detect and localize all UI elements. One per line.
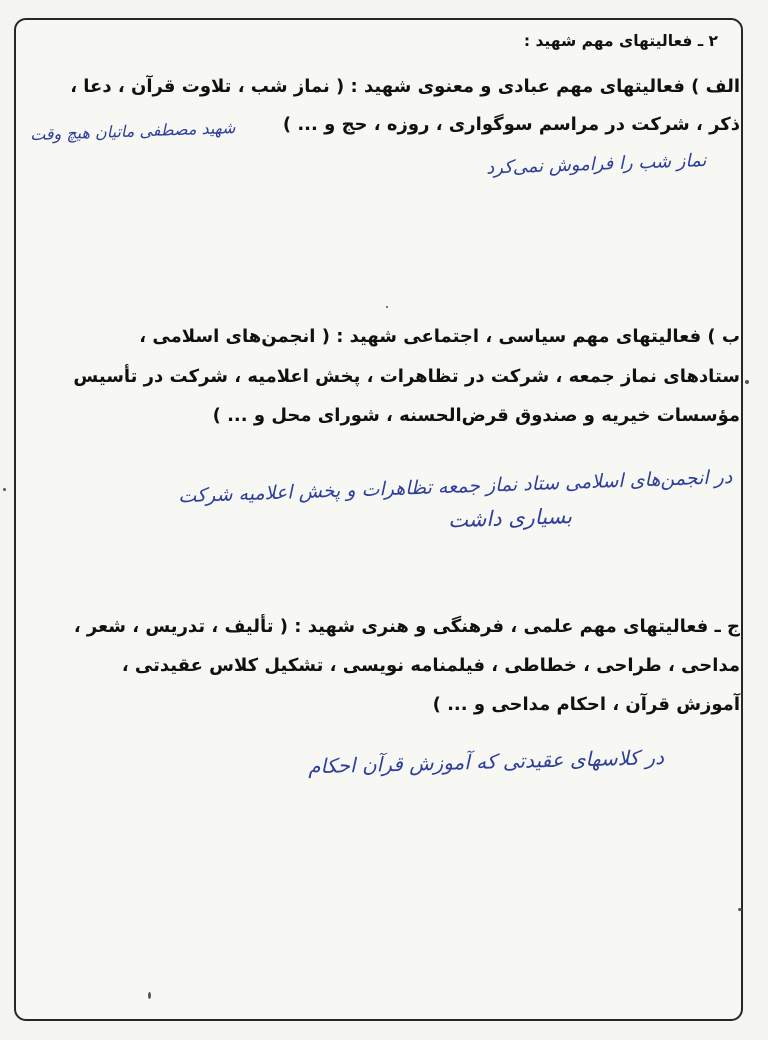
section-c-line-1: ج ـ فعالیتهای مهم علمی ، فرهنگی و هنری شهید : ( تألیف ، تدریس ، شعر ، (73, 616, 740, 637)
section-b-line-3: مؤسسات خیریه و صندوق قرض‌الحسنه ، شورای محل و ... ) (212, 405, 740, 426)
section-a-handwritten-answer-1: شهید مصطفی ماتیان هیچ وقت (29, 118, 236, 145)
section-b-line-2: ستادهای نماز جمعه ، شرکت در تظاهرات ، پخش اعلامیه ، شرکت در تأسیس (73, 366, 740, 387)
section-b-handwritten-answer-1: در انجمن‌های اسلامی ستاد نماز جمعه تظاهرات و پخش اعلامیه شرکت (177, 466, 733, 508)
section-heading: ۲ ـ فعالیتهای مهم شهید : (523, 32, 718, 50)
scan-speck (148, 992, 151, 999)
section-a-line-2: ذکر ، شرکت در مراسم سوگواری ، روزه ، حج و ... ) (282, 114, 740, 135)
section-a-handwritten-answer-2: نماز شب را فراموش نمی‌کرد (485, 150, 707, 179)
section-c-line-3: آموزش قرآن ، احکام مداحی و ... ) (432, 694, 740, 715)
scan-speck (3, 488, 6, 491)
section-b-line-1: ب ) فعالیتهای مهم سیاسی ، اجتماعی شهید : ( انجمن‌های اسلامی ، (139, 326, 740, 347)
section-c-handwritten-answer-1: در کلاسهای عقیدتی که آموزش قرآن احکام (307, 745, 665, 779)
section-c-line-2: مداحی ، طراحی ، خطاطی ، فیلمنامه نویسی ، تشکیل کلاس عقیدتی ، (121, 655, 740, 676)
section-b-handwritten-answer-2: بسیاری داشت (447, 504, 573, 533)
section-a-line-1: الف ) فعالیتهای مهم عبادی و معنوی شهید : ( نماز شب ، تلاوت قرآن ، دعا ، (70, 76, 740, 97)
scan-speck (738, 908, 742, 911)
scan-speck (745, 380, 749, 384)
scan-speck (386, 306, 388, 308)
